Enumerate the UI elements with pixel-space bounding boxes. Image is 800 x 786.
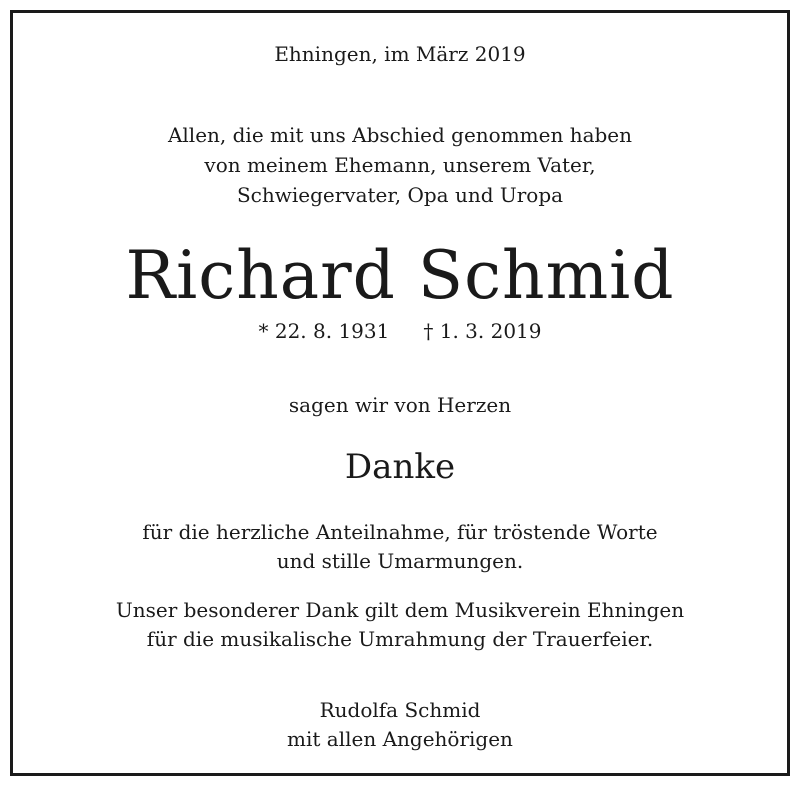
life-dates: [0, 316, 800, 346]
signature: [0, 696, 800, 754]
place-date: [0, 40, 800, 68]
deceased-name-text: Richard Schmid: [125, 237, 675, 314]
thanks-word: [0, 444, 800, 490]
intro-text: [0, 120, 800, 210]
signature-family: mit allen Angehörigen: [287, 727, 513, 751]
deceased-name: [0, 236, 800, 316]
thanks-lead: [0, 391, 800, 419]
birth-date: * 22. 8. 1931: [258, 319, 390, 343]
intro-line-1: Allen, die mit uns Abschied genommen haben: [167, 123, 633, 147]
special-thanks-text: [0, 596, 800, 654]
sympathy-line-2: und stille Umarmungen.: [276, 549, 524, 573]
sympathy-text: [0, 518, 800, 576]
special-thanks-line-2: für die musikalische Umrahmung der Trauerfeier.: [146, 627, 654, 651]
thanks-word-text: Danke: [344, 447, 456, 487]
death-date: † 1. 3. 2019: [423, 319, 542, 343]
place-date-text: Ehningen, im März 2019: [274, 42, 526, 66]
thanks-lead-text: sagen wir von Herzen: [288, 393, 512, 417]
intro-line-3: Schwiegervater, Opa und Uropa: [236, 183, 564, 207]
intro-line-2: von meinem Ehemann, unserem Vater,: [204, 153, 596, 177]
sympathy-line-1: für die herzliche Anteilnahme, für tröstende Worte: [142, 520, 658, 544]
signature-name: Rudolfa Schmid: [319, 698, 481, 722]
special-thanks-line-1: Unser besonderer Dank gilt dem Musikverein Ehningen: [115, 598, 685, 622]
